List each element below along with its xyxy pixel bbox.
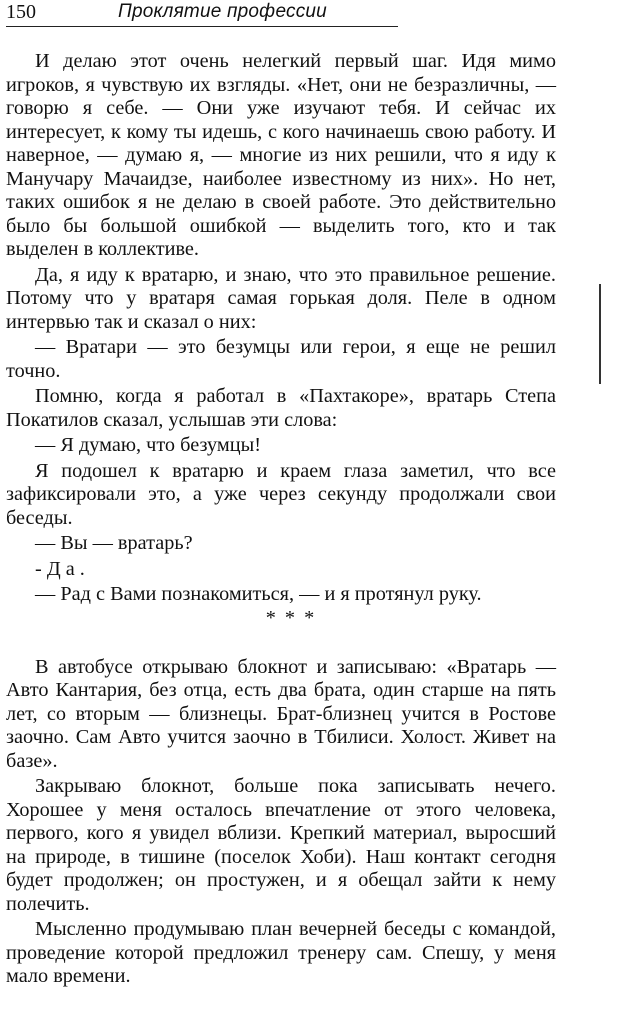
paragraph: — Вы — вратарь? bbox=[35, 532, 193, 554]
paragraph: Мысленно продумываю план вечерней беседы с командой, проведение которой предложил тренеру сам. Спешу, у меня мало времени. bbox=[6, 918, 556, 987]
paragraph: И делаю этот очень нелегкий первый шаг. Идя мимо игроков, я чувствую их взгляды. «Нет, они не безразличны, — говорю я себе. — Они уже изучают тебя. И сейчас их интересует, к кому ты идешь, с кого начинаешь свою работу. И наверное, — думаю я, — многие из них решили, что я иду к Манучару Мачаидзе, наиболее известному из них». Но нет, таких ошибок я не делаю в своей работе. Это действительно было бы большой ошибкой — выделить того, кто и так выделен в коллективе. bbox=[6, 50, 556, 260]
section-separator: * * * bbox=[265, 606, 317, 629]
paragraph: Помню, когда я работал в «Пахтакоре», вратарь Степа Покатилов сказал, услышав эти слова: bbox=[6, 385, 556, 431]
page-number: 150 bbox=[6, 1, 36, 23]
body-text bbox=[6, 50, 556, 989]
page-header bbox=[6, 0, 398, 27]
paragraph: - Д а . bbox=[35, 557, 85, 580]
paragraph: Закрываю блокнот, больше пока записывать нечего. Хорошее у меня осталось впечатление от этого человека, первого, кого я увидел вблизи. Крепкий материал, выросший на природе, в тишине (поселок Хоби). Наш контакт сегодня будет продолжен; он простужен, и я обещал зайти к нему полечить. bbox=[6, 775, 556, 915]
running-title: Проклятие профессии bbox=[118, 1, 327, 22]
paragraph: Я подошел к вратарю и краем глаза заметил, что все зафиксировали это, а уже через секунду продолжали свои беседы. bbox=[6, 459, 556, 529]
paragraph: — Вратари — это безумцы или герои, я еще не решил точно. bbox=[6, 336, 556, 382]
paragraph: — Рад с Вами познакомиться, — и я протянул руку. bbox=[35, 583, 482, 605]
paragraph: — Я думаю, что безумцы! bbox=[35, 434, 261, 456]
page-edge-line bbox=[599, 284, 601, 384]
paragraph: В автобусе открываю блокнот и записываю: «Вратарь — Авто Кантария, без отца, есть два брата, один старше на пять лет, со вторым — близнецы. Брат-близнец учится в Ростове заочно. Сам Авто учится заочно в Тбилиси. Холост. Живет на базе». bbox=[6, 655, 556, 772]
paragraph: Да, я иду к вратарю, и знаю, что это правильное решение. Потому что у вратаря самая горькая доля. Пеле в одном интервью так и сказал о них: bbox=[6, 263, 556, 333]
